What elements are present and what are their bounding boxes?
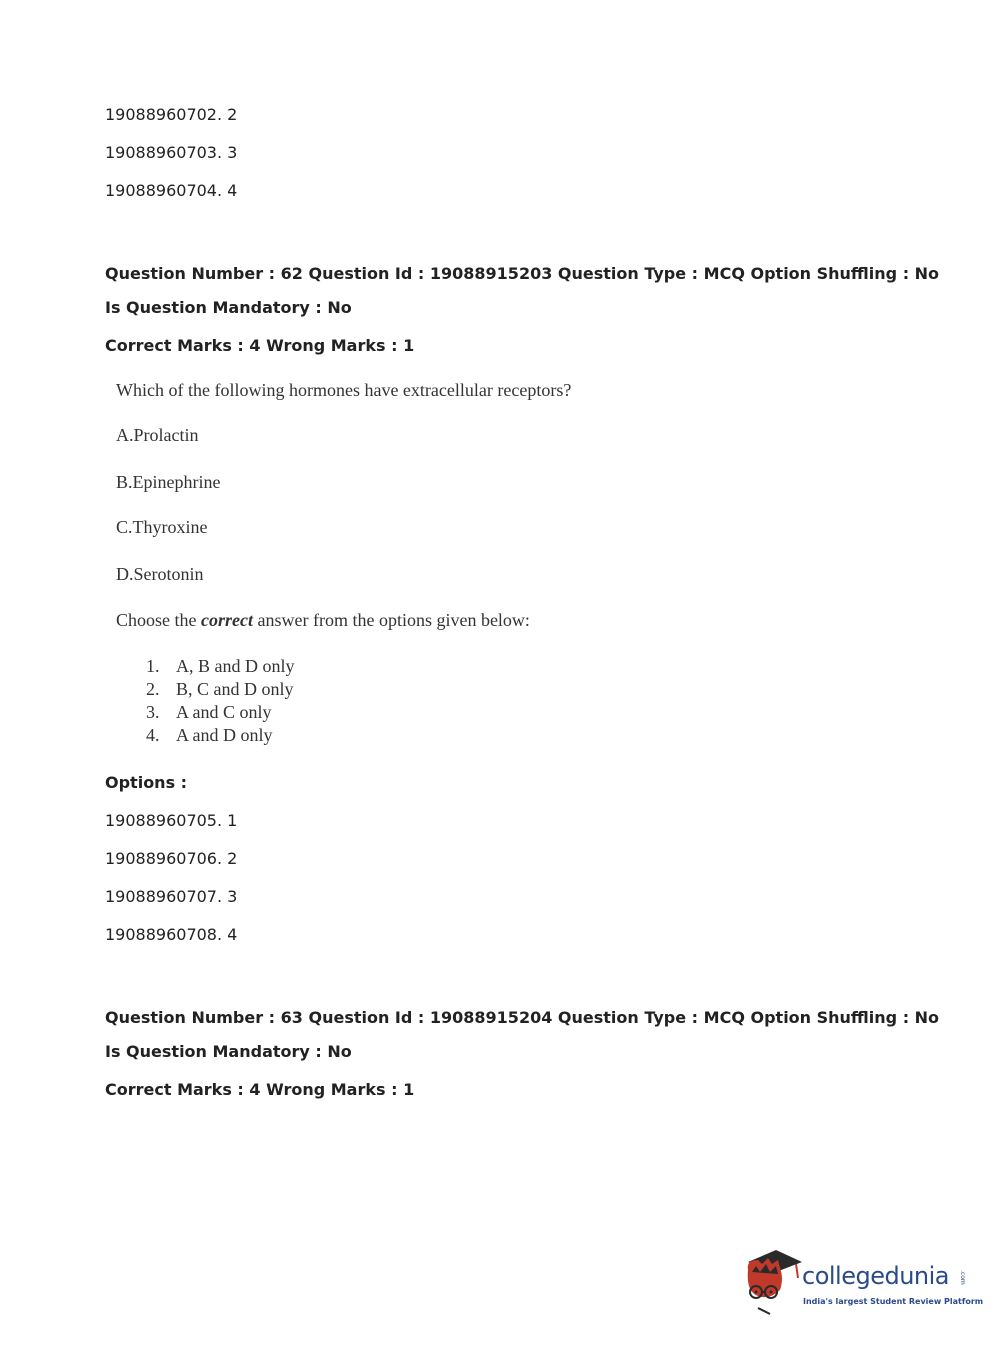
statement-c: C.Thyroxine [116, 517, 208, 537]
choose-suffix: answer from the options given below: [252, 610, 530, 630]
choice-text: A and D only [176, 725, 273, 745]
logo-tagline: India's largest Student Review Platform [803, 1297, 984, 1306]
choice-text: A and C only [176, 702, 272, 722]
answer-choice-list [146, 655, 295, 747]
collegedunia-logo [740, 1248, 984, 1320]
option-item: 19088960706. 2 [105, 849, 238, 868]
choose-prefix: Choose the [116, 610, 201, 630]
logo-domain-suffix: .com [959, 1270, 966, 1285]
statement-b: B.Epinephrine [116, 472, 221, 492]
choice-text: A, B and D only [176, 656, 295, 676]
choice-number: 4. [146, 725, 160, 745]
answer-choice [146, 655, 295, 678]
option-item: 19088960703. 3 [105, 143, 238, 162]
logo-wordmark: collegedunia [802, 1262, 950, 1290]
choice-text: B, C and D only [176, 679, 294, 699]
option-item: 19088960708. 4 [105, 925, 238, 944]
answer-choice [146, 678, 295, 701]
question-62-text: Which of the following hormones have extracellular receptors? [116, 380, 572, 400]
option-item: 19088960707. 3 [105, 887, 238, 906]
choice-number: 1. [146, 656, 160, 676]
question-62-header: Question Number : 62 Question Id : 19088915203 Question Type : MCQ Option Shuffling : No [105, 264, 940, 283]
answer-choice [146, 724, 295, 747]
choice-number: 2. [146, 679, 160, 699]
question-63-mandatory: Is Question Mandatory : No [105, 1042, 352, 1061]
statement-d: D.Serotonin [116, 564, 204, 584]
option-item: 19088960704. 4 [105, 181, 238, 200]
choose-emphasis: correct [201, 610, 253, 630]
statement-a: A.Prolactin [116, 425, 199, 445]
question-63-marks: Correct Marks : 4 Wrong Marks : 1 [105, 1080, 415, 1099]
question-63-header: Question Number : 63 Question Id : 19088915204 Question Type : MCQ Option Shuffling : No [105, 1008, 940, 1027]
mascot-icon [740, 1248, 802, 1320]
options-label: Options : [105, 773, 188, 792]
answer-choice [146, 701, 295, 724]
choice-number: 3. [146, 702, 160, 722]
choose-instruction [116, 609, 530, 631]
option-item: 19088960705. 1 [105, 811, 238, 830]
option-item: 19088960702. 2 [105, 105, 238, 124]
question-62-mandatory: Is Question Mandatory : No [105, 298, 352, 317]
question-62-marks: Correct Marks : 4 Wrong Marks : 1 [105, 336, 415, 355]
